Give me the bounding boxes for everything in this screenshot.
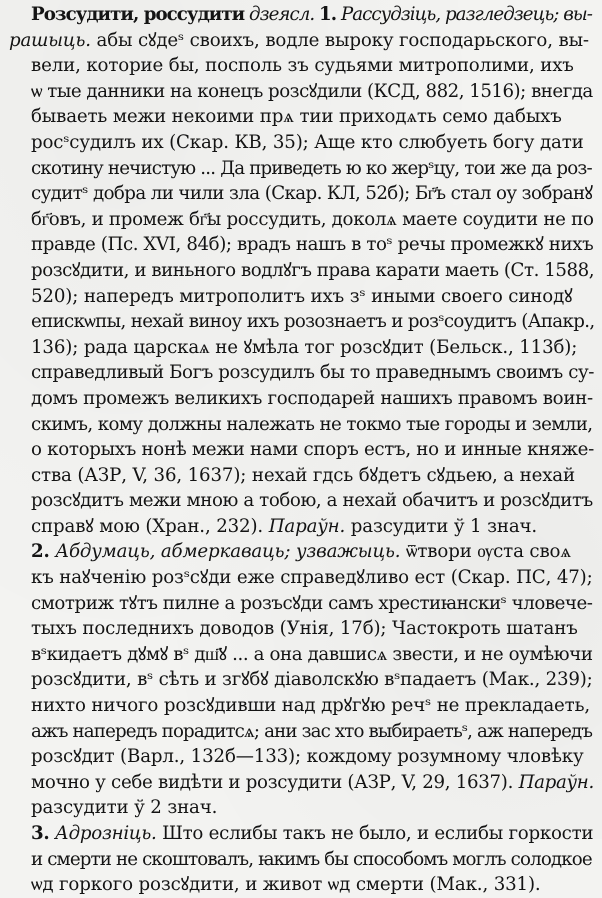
sense-2-cross-label: Параўн. bbox=[518, 771, 594, 793]
line-text: росˢсудилъ их (Скар. КВ, 35); Аще кто слюбуеть богу дати bbox=[31, 131, 584, 153]
line-text: скимъ, кому должны належать не токмо тые городы и земли, bbox=[31, 413, 593, 435]
line-text: правде (Пс. XVI, 84б); врадъ нашъ в тоˢ речы промежкꙋ нихъ bbox=[31, 234, 594, 256]
line-text: ѡд горкого розсꙋдити, и живот ѡд смерти (Мак., 331). bbox=[31, 874, 541, 896]
line-text: розсꙋдитъ межи мною а тобою, а нехай обачитъ и розсꙋдитъ bbox=[31, 490, 593, 512]
line-text: епискѡпы, нехай виноу ихъ розознаетъ и розˢсоудитъ (Апакр., bbox=[31, 311, 595, 333]
line-text: домъ промежъ великихъ господарей нашихъ правомъ воин- bbox=[31, 387, 593, 409]
line-headword bbox=[9, 2, 594, 28]
line-text: бг҃овъ, и промеж бг҃ы россудить, доколѧ маете соудити не по bbox=[31, 208, 594, 230]
line-text: къ наꙋченію розˢсꙋди еже справедꙋливо ест (Скар. ПС, 47); bbox=[31, 567, 593, 589]
line-text bbox=[9, 539, 594, 565]
line-text: о которыхъ нонѣ межи нами споръ естъ, но и инные княже- bbox=[31, 439, 594, 461]
sense-2-block bbox=[9, 539, 594, 821]
sense-1-text-line: абы сꙋдеˢ своихъ, водле выроку господарьского, вы- bbox=[96, 29, 589, 51]
grammar-label: дзеясл. bbox=[249, 4, 315, 25]
sense-2-number: 2. bbox=[31, 541, 50, 563]
line-text: розсꙋдити, и виньного водлꙋгъ права карати маеть (Ст. 1588, bbox=[31, 259, 595, 281]
sense-3-block bbox=[9, 821, 594, 898]
sense-1-gloss-part: Рассудзіць, разгледзець; вы- bbox=[340, 4, 592, 25]
line-text: бываеть межи некоими прѧ тии приходѧть семо дабыхъ bbox=[31, 106, 562, 128]
sense-3-number: 3. bbox=[31, 823, 50, 844]
sense-2-last-text: мочно у себе видѣти и розсудити (АЗР, V, 29, 1637). bbox=[31, 771, 514, 793]
sense-2-gloss: Абдумаць, абмеркаваць; узважыць. bbox=[55, 541, 401, 563]
sense-2-first-text: ѿтвори ѹста своѧ bbox=[406, 541, 571, 563]
sense-3-gloss: Адрозніць. bbox=[55, 823, 157, 844]
line-text: смотриж тꙋтъ пилне а розъсꙋди самъ хрестиꙗнскиˢ чловече- bbox=[31, 592, 593, 614]
line-text: ѡ тые данники на конецъ розсꙋдили (КСД, 882, 1516); внегда bbox=[31, 80, 593, 102]
line-text: ажъ напередъ порадитсѧ; ани зас хто выбираетьˢ, аж напередъ bbox=[31, 720, 593, 742]
line-text: розсꙋдити, вˢ сѣть и згꙋбꙋ діаволскꙋю вˢпадаетъ (Мак., 239); bbox=[31, 669, 593, 691]
line-text: розсꙋдит (Варл., 132б—133); кождому розумному чловѣку bbox=[31, 746, 584, 768]
sense-3-first-text: Што еслибы такъ не было, и еслибы горкости bbox=[162, 823, 594, 844]
sense-1-cross-ref: разсудити ў 1 знач. bbox=[350, 515, 538, 537]
line-text bbox=[9, 514, 594, 540]
sense-1-last-line: справꙋ мою (Хран., 232). bbox=[31, 515, 264, 537]
sense-1-gloss-end: рашыць. bbox=[9, 29, 91, 51]
line-text bbox=[9, 821, 594, 847]
line-text: судитˢ добра ли чили зла (Скар. КЛ, 52б); Бг҃ъ стал оу зобранꙋ bbox=[31, 183, 593, 205]
line-text: 520); напередъ митрополитъ ихъ зˢ иными своего синодꙋ bbox=[31, 285, 573, 307]
line-text: нихто ничого розсꙋдивши над дрꙋгꙋю речˢ не прекладаеть, bbox=[31, 695, 590, 717]
line-text bbox=[9, 28, 594, 54]
line-text: справедливый Богъ розсудилъ бы то праведнымъ своимъ су- bbox=[31, 362, 595, 384]
line-text: разсудити ў 2 знач. bbox=[31, 797, 218, 819]
sense-1-cross-label: Параўн. bbox=[268, 515, 346, 537]
line-text: вели, которие бы, посполь зъ судьями митрополими, ихъ bbox=[31, 55, 574, 77]
line-text: вˢкидаетъ дꙋмꙋ вˢ дш҃ꙋ ... а она давшисѧ звести, и не оумѣючи bbox=[31, 643, 593, 665]
line-text: тыхъ последнихъ доводов (Унія, 17б); Частокроть шатанъ bbox=[31, 618, 578, 640]
headword: Розсудити, россудити bbox=[31, 4, 245, 25]
sense-1-number: 1. bbox=[319, 4, 337, 25]
sense-1-block bbox=[9, 2, 594, 539]
line-text: 136); рада царскаѧ не ꙋмѣла тог розсꙋдит (Бельск., 113б); bbox=[31, 336, 578, 358]
line-text: и смерти не скоштовалъ, ꙗкимъ бы способомъ моглъ солодкое bbox=[31, 848, 592, 870]
line-text: ства (АЗР, V, 36, 1637); нехай гдсь бꙋдетъ сꙋдьею, а нехай bbox=[31, 464, 575, 486]
line-text: скотину нечистую ... Да приведеть ю ко жерˢцу, тои же да роз- bbox=[31, 157, 592, 179]
line-text bbox=[9, 770, 594, 796]
